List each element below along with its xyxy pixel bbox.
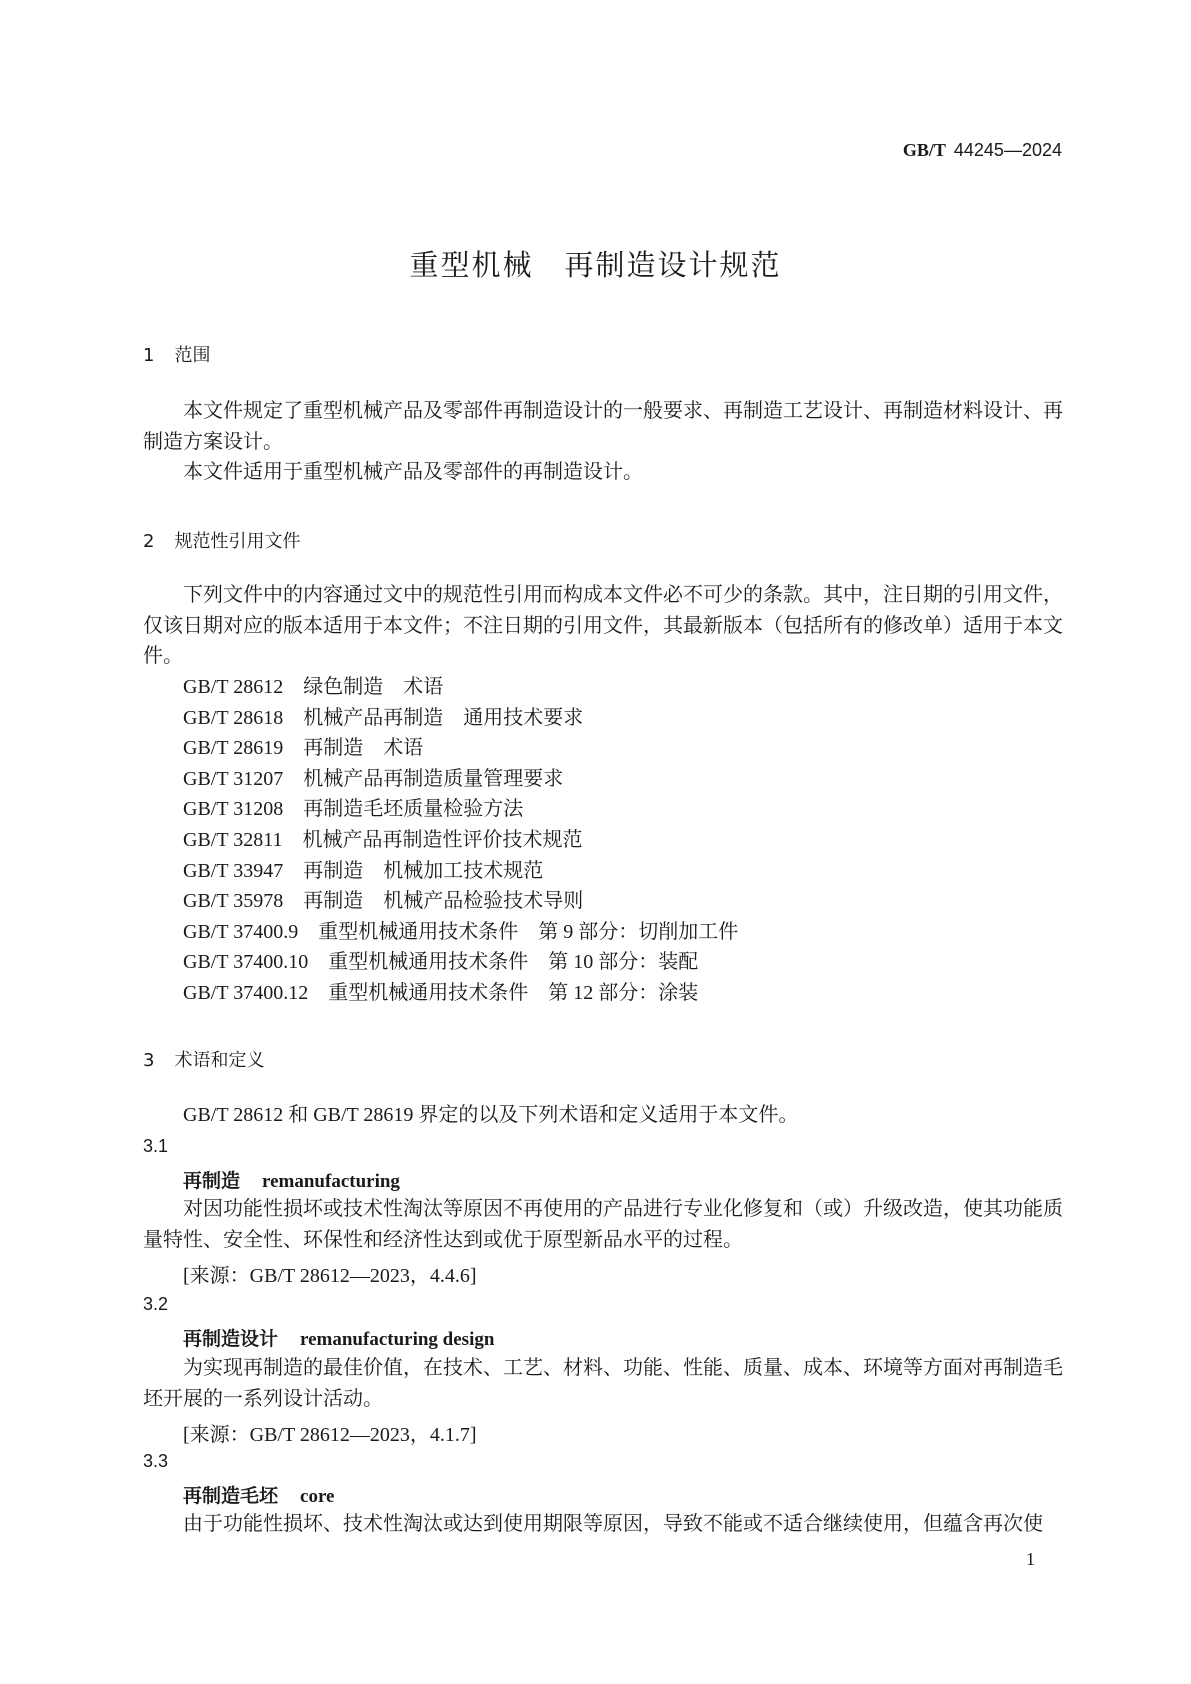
term-zh: 再制造设计 — [183, 1328, 279, 1350]
term-en: remanufacturing design — [300, 1329, 495, 1350]
reference-item: GB/T 35978 再制造 机械产品检验技术导则 — [183, 890, 584, 913]
reference-item: GB/T 37400.12 重型机械通用技术条件 第 12 部分：涂装 — [183, 982, 699, 1004]
term-source: [来源：GB/T 28612—2023，4.4.6] — [183, 1265, 477, 1287]
term-definition: 为实现再制造的最佳价值，在技术、工艺、材料、功能、性能、质量、成本、环境等方面对再制造毛坯开展的一系列设计活动。 — [143, 1357, 1063, 1410]
reference-item: GB/T 31208 再制造毛坯质量检验方法 — [183, 798, 524, 821]
term-heading — [183, 1324, 494, 1351]
section-heading-scope — [143, 341, 210, 367]
term-zh: 再制造毛坯 — [183, 1485, 279, 1507]
reference-item: GB/T 31207 机械产品再制造质量管理要求 — [183, 767, 564, 790]
section-title: 术语和定义 — [174, 1050, 265, 1071]
reference-item: GB/T 33947 再制造 机械加工技术规范 — [183, 859, 544, 882]
term-en: remanufacturing — [262, 1171, 400, 1192]
reference-item: GB/T 37400.9 重型机械通用技术条件 第 9 部分：切削加工件 — [183, 920, 739, 943]
term-number: 3.1 — [143, 1136, 169, 1156]
section-number: 3 — [143, 1050, 155, 1071]
reference-item: GB/T 37400.10 重型机械通用技术条件 第 10 部分：装配 — [183, 951, 699, 974]
reference-item: GB/T 28618 机械产品再制造 通用技术要求 — [183, 706, 584, 729]
reference-item: GB/T 32811 机械产品再制造性评价技术规范 — [183, 829, 583, 851]
page-title: 重型机械 再制造设计规范 — [409, 248, 782, 282]
section-number: 1 — [143, 345, 155, 366]
paragraph: 本文件适用于重型机械产品及零部件的再制造设计。 — [183, 461, 643, 483]
paragraph: GB/T 28612 和 GB/T 28619 界定的以及下列术语和定义适用于本文件。 — [183, 1104, 799, 1126]
document-code — [903, 140, 1062, 161]
term-definition: 由于功能性损坏、技术性淘汰或达到使用期限等原因，导致不能或不适合继续使用，但蕴含再次使 — [183, 1513, 1043, 1535]
page-number: 1 — [1026, 1549, 1035, 1569]
term-heading — [183, 1166, 400, 1193]
section-heading-terms — [143, 1046, 264, 1072]
term-source: [来源：GB/T 28612—2023，4.1.7] — [183, 1424, 477, 1446]
paragraph: 下列文件中的内容通过文中的规范性引用而构成本文件必不可少的条款。其中，注日期的引用文件，仅该日期对应的版本适用于本文件；不注日期的引用文件，其最新版本（包括所有的修改单）适用于本文件。 — [143, 584, 1063, 668]
term-en: core — [300, 1486, 335, 1507]
term-heading — [183, 1481, 334, 1508]
term-zh: 再制造 — [183, 1170, 241, 1192]
code-number: 44245—2024 — [953, 140, 1062, 160]
section-title: 范围 — [174, 345, 211, 366]
section-number: 2 — [143, 531, 155, 552]
term-number: 3.3 — [143, 1451, 169, 1471]
section-heading-normative-references — [143, 527, 300, 553]
paragraph: 本文件规定了重型机械产品及零部件再制造设计的一般要求、再制造工艺设计、再制造材料设计、再制造方案设计。 — [143, 400, 1063, 453]
code-prefix: GB/T — [902, 140, 946, 160]
term-number: 3.2 — [143, 1294, 169, 1314]
term-definition: 对因功能性损坏或技术性淘汰等原因不再使用的产品进行专业化修复和（或）升级改造，使其功能质量特性、安全性、环保性和经济性达到或优于原型新品水平的过程。 — [143, 1198, 1063, 1251]
reference-item: GB/T 28612 绿色制造 术语 — [183, 676, 444, 698]
section-title: 规范性引用文件 — [174, 531, 301, 552]
reference-item: GB/T 28619 再制造 术语 — [183, 737, 424, 760]
